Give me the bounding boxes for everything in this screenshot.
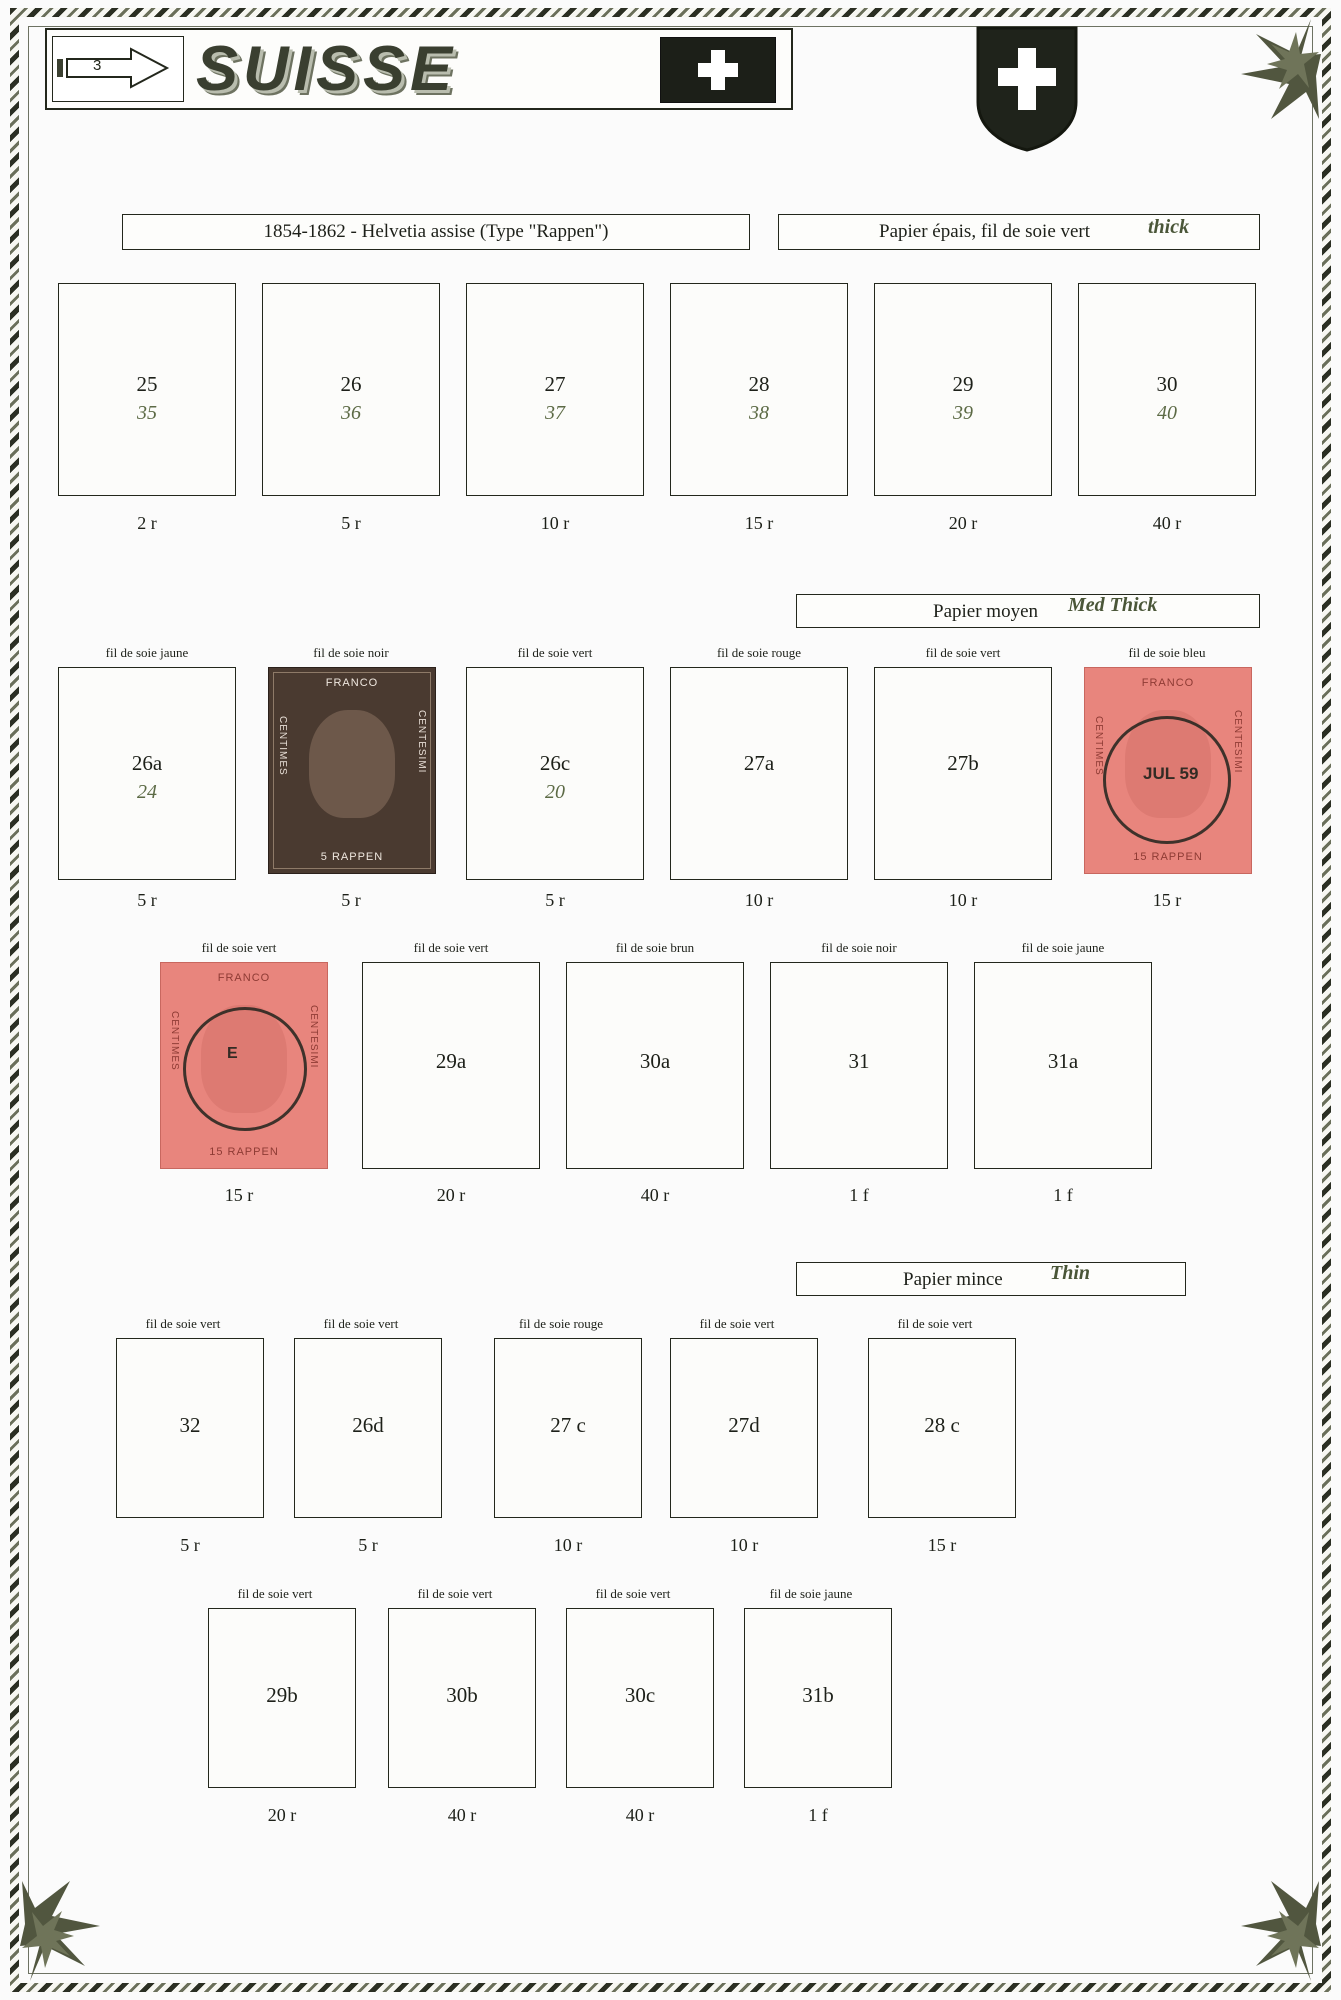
stamp-slot[interactable] (868, 1338, 1016, 1518)
slot-value: 40 r (447, 1805, 477, 1825)
slot-number: 27 c (550, 1413, 586, 1437)
silk-thread-label: fil de soie vert (595, 1586, 671, 1601)
slot-number: 26d (352, 1413, 384, 1437)
stamp-right-text: CENTESIMI (416, 710, 427, 774)
slot-value: 1 f (808, 1805, 828, 1825)
stamp-slot[interactable] (770, 962, 948, 1169)
section-note-thick: thick (1148, 216, 1190, 238)
stamp-slot[interactable] (362, 962, 540, 1169)
stamp-slot[interactable] (494, 1338, 642, 1518)
slot-pencil-number: 36 (341, 402, 361, 424)
slot-value: 15 r (927, 1535, 957, 1555)
slot-value: 5 r (137, 890, 157, 910)
silk-thread-label: fil de soie brun (615, 940, 695, 955)
slot-number: 27a (743, 751, 775, 775)
slot-value: 40 r (1152, 513, 1182, 533)
silk-thread-label: fil de soie vert (145, 1316, 221, 1331)
slot-number: 27 (544, 372, 566, 396)
silk-thread-label: fil de soie vert (237, 1586, 313, 1601)
silk-thread-label: fil de soie vert (517, 645, 593, 660)
section-label-thin-text: Papier mince (903, 1269, 1003, 1290)
swiss-shield-icon (972, 24, 1082, 152)
slot-value: 40 r (625, 1805, 655, 1825)
slot-pencil-number: 37 (545, 402, 565, 424)
silk-thread-label: fil de soie jaune (1021, 940, 1105, 955)
slot-number: 28 (748, 372, 770, 396)
section-label-medium (796, 594, 1260, 628)
stamp-slot[interactable] (744, 1608, 892, 1788)
section-label-medium-text: Papier moyen (933, 601, 1039, 622)
stamp-top-text: FRANCO (1141, 677, 1195, 689)
stamp-left-text: CENTIMES (169, 1011, 180, 1071)
stamp-left-text: CENTIMES (277, 716, 288, 776)
slot-number: 29 (952, 372, 974, 396)
stamp-image-15-rappen-a[interactable] (1084, 667, 1252, 874)
slot-number: 27d (728, 1413, 760, 1437)
slot-value: 5 r (341, 890, 361, 910)
slot-value: 20 r (436, 1185, 466, 1205)
page-number-arrow-box (52, 36, 184, 102)
silk-thread-label: fil de soie vert (413, 940, 489, 955)
page-title: SUISSE (196, 34, 458, 104)
stamp-slot[interactable] (670, 283, 848, 496)
slot-number: 31a (1047, 1049, 1079, 1073)
silk-thread-label: fil de soie vert (925, 645, 1001, 660)
stamp-right-text: CENTESIMI (1232, 710, 1243, 774)
slot-pencil-number: 24 (137, 781, 157, 803)
slot-pencil-number: 38 (749, 402, 769, 424)
stamp-slot[interactable] (874, 667, 1052, 880)
page-number: 3 (93, 57, 102, 74)
stamp-slot[interactable] (208, 1608, 356, 1788)
section-label-thin (796, 1262, 1186, 1296)
stamp-top-text: FRANCO (325, 677, 379, 689)
stamp-image-5-rappen[interactable] (268, 667, 436, 874)
arrow-icon (53, 47, 171, 89)
slot-value: 20 r (948, 513, 978, 533)
slot-pencil-number: 20 (545, 781, 565, 803)
silk-thread-label: fil de soie vert (417, 1586, 493, 1601)
stamp-slot[interactable] (388, 1608, 536, 1788)
slot-value: 40 r (640, 1185, 670, 1205)
silk-thread-label: fil de soie vert (201, 940, 277, 955)
silk-thread-label: fil de soie rouge (716, 645, 802, 660)
slot-number: 30b (446, 1683, 478, 1707)
slot-value: 5 r (545, 890, 565, 910)
slot-pencil-number: 39 (953, 402, 973, 424)
slot-number: 26a (131, 751, 163, 775)
slot-number: 26 (340, 372, 362, 396)
slot-number: 27b (947, 751, 979, 775)
stamp-slot[interactable] (262, 283, 440, 496)
stamp-slot[interactable] (58, 283, 236, 496)
slot-value: 2 r (137, 513, 157, 533)
postmark-text: JUL 59 (1143, 764, 1199, 783)
stamp-slot[interactable] (974, 962, 1152, 1169)
silk-thread-label: fil de soie noir (821, 940, 897, 955)
stamp-slot[interactable] (58, 667, 236, 880)
slot-value: 10 r (729, 1535, 759, 1555)
slot-value: 15 r (1152, 890, 1182, 910)
slot-value: 5 r (341, 513, 361, 533)
series-title: 1854-1862 - Helvetia assise (Type "Rappen") (263, 221, 609, 242)
slot-value: 1 f (1053, 1185, 1073, 1205)
slot-value: 10 r (744, 890, 774, 910)
stamp-slot[interactable] (566, 1608, 714, 1788)
stamp-slot[interactable] (1078, 283, 1256, 496)
slot-number: 26c (539, 751, 571, 775)
silk-thread-label: fil de soie rouge (518, 1316, 604, 1331)
slot-value: 10 r (540, 513, 570, 533)
slot-value: 5 r (358, 1535, 378, 1555)
slot-value: 15 r (744, 513, 774, 533)
slot-pencil-number: 40 (1157, 402, 1177, 424)
postmark-text: E (227, 1045, 238, 1062)
stamp-slot[interactable] (116, 1338, 264, 1518)
stamp-slot[interactable] (670, 667, 848, 880)
slot-value: 10 r (553, 1535, 583, 1555)
silk-thread-label: fil de soie vert (897, 1316, 973, 1331)
slot-value: 20 r (267, 1805, 297, 1825)
silk-thread-label: fil de soie jaune (105, 645, 189, 660)
stamp-slot[interactable] (670, 1338, 818, 1518)
slot-value: 15 r (224, 1185, 254, 1205)
silk-thread-label: fil de soie noir (313, 645, 389, 660)
stamp-bottom-text: 15 RAPPEN (1133, 851, 1203, 863)
stamp-top-text: FRANCO (217, 972, 271, 984)
stamp-image-15-rappen-b[interactable] (160, 962, 328, 1169)
slot-number: 31 (848, 1049, 870, 1073)
section-note-thin: Thin (1050, 1262, 1091, 1284)
silk-thread-label: fil de soie bleu (1128, 645, 1206, 660)
slot-value: 10 r (948, 890, 978, 910)
silk-thread-label: fil de soie vert (699, 1316, 775, 1331)
silk-thread-label: fil de soie vert (323, 1316, 399, 1331)
stamp-right-text: CENTESIMI (308, 1005, 319, 1069)
slot-number: 29a (435, 1049, 467, 1073)
stamp-bottom-text: 15 RAPPEN (209, 1146, 279, 1158)
stamp-left-text: CENTIMES (1093, 716, 1104, 776)
slot-number: 31b (802, 1683, 834, 1707)
slot-number: 29b (266, 1683, 298, 1707)
section-label-thick-text: Papier épais, fil de soie vert (879, 221, 1091, 242)
slot-value: 1 f (849, 1185, 869, 1205)
slot-number: 28 c (924, 1413, 960, 1437)
slot-value: 5 r (180, 1535, 200, 1555)
slot-pencil-number: 35 (137, 402, 157, 424)
slot-number: 30 (1156, 372, 1178, 396)
slot-number: 32 (179, 1413, 201, 1437)
stamp-bottom-text: 5 RAPPEN (320, 851, 384, 863)
swiss-flag-icon (660, 37, 776, 103)
slot-number: 25 (136, 372, 158, 396)
stamp-slot[interactable] (874, 283, 1052, 496)
stamp-slot[interactable] (566, 962, 744, 1169)
stamp-slot[interactable] (466, 283, 644, 496)
stamp-slot[interactable] (466, 667, 644, 880)
section-note-medium: Med Thick (1068, 594, 1158, 616)
stamp-slot[interactable] (294, 1338, 442, 1518)
postmark-cancel (183, 1007, 307, 1131)
series-title-box (122, 214, 750, 250)
slot-number: 30a (639, 1049, 671, 1073)
silk-thread-label: fil de soie jaune (769, 1586, 853, 1601)
slot-number: 30c (624, 1683, 656, 1707)
